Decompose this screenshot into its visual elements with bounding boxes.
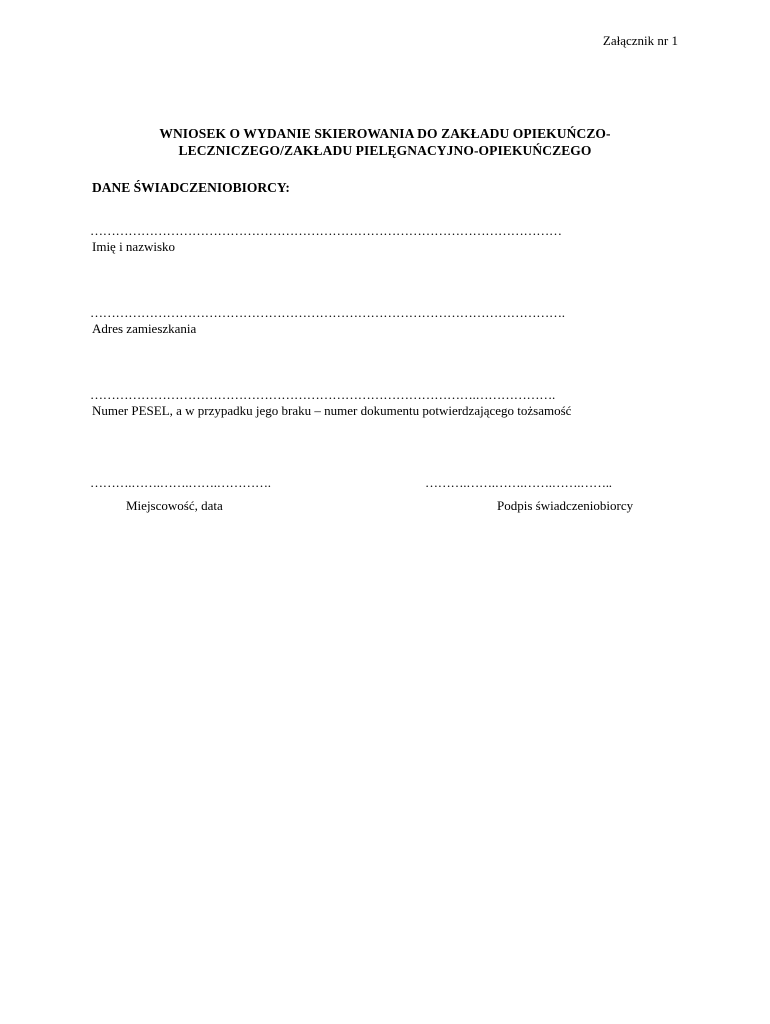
pesel-field-line: ……………………………………………………………………………….………………. [90, 387, 555, 402]
name-field-line: ………………………………………………………………………………………………… [90, 223, 562, 238]
signature-line: ……….…….…….…….…….…….. [425, 475, 612, 490]
place-date-line: ……….…….…….…….…………. [90, 475, 271, 490]
signature-label: Podpis świadczeniobiorcy [497, 498, 634, 513]
place-date-label: Miejscowość, data [126, 498, 223, 513]
document-title [92, 125, 678, 159]
document-title-line-1: WNIOSEK O WYDANIE SKIEROWANIA DO ZAKŁADU OPIEKUŃCZO- [159, 126, 611, 141]
address-field-label: Adres zamieszkania [92, 321, 197, 336]
address-field-line: …………………………………………………………………………………………………. [90, 305, 565, 320]
pesel-field-label: Numer PESEL, a w przypadku jego braku – numer dokumentu potwierdzającego tożsamość [92, 403, 572, 418]
attachment-number: Załącznik nr 1 [602, 33, 678, 48]
name-field-label: Imię i nazwisko [92, 239, 176, 254]
section-heading: DANE ŚWIADCZENIOBIORCY: [92, 180, 290, 195]
document-title-line-2: LECZNICZEGO/ZAKŁADU PIELĘGNACYJNO-OPIEKUŃCZEGO [178, 143, 592, 158]
